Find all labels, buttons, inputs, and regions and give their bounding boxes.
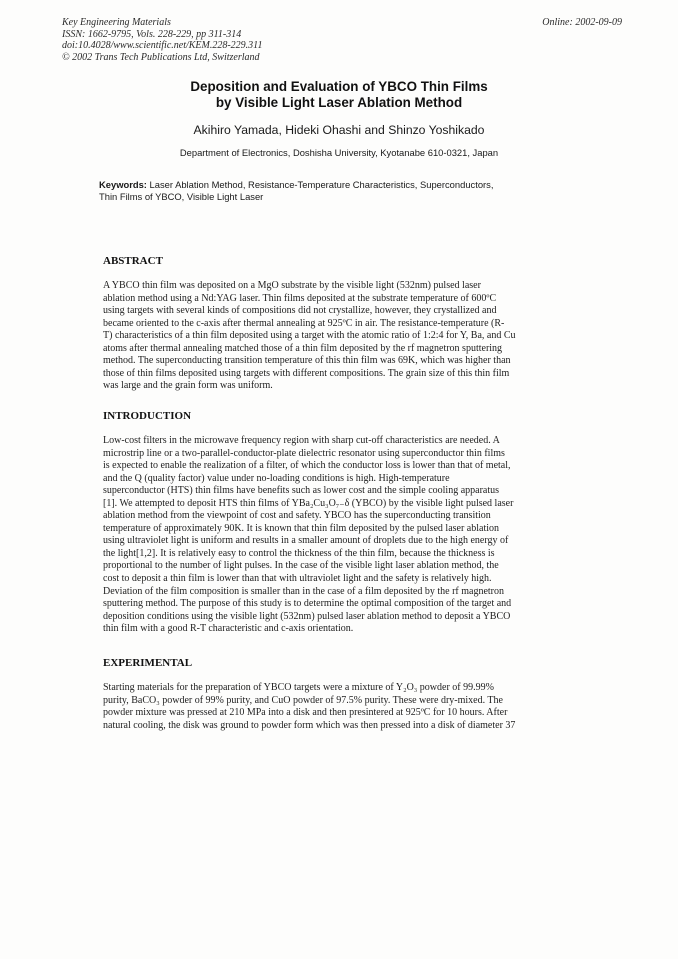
copyright-line: © 2002 Trans Tech Publications Ltd, Switzerland (62, 51, 260, 63)
intro-line: ablation method from the viewpoint of cost and safety. YBCO has the superconducting transition (103, 510, 491, 522)
experimental-heading: EXPERIMENTAL (103, 657, 193, 669)
issn-line: ISSN: 1662-9795, Vols. 228-229, pp 311-314 (62, 28, 242, 40)
abstract-line: T) characteristics of a thin film deposited using a target with the atomic ratio of 1:2:4 for Y, Ba, and Cu (103, 330, 516, 342)
experimental-line: natural cooling, the disk was ground to powder form which was then pressed into a disk of diameter 37 (103, 719, 516, 731)
abstract-line: those of thin films deposited using targets with different compositions. The grain size of this thin film (103, 367, 510, 379)
intro-line: thin film with a good R-T characteristic and c-axis orientation. (103, 623, 354, 635)
keywords-line-2: Thin Films of YBCO, Visible Light Laser (99, 191, 264, 202)
experimental-line: powder mixture was pressed at 210 MPa into a disk and then presintered at 925ºC for 10 hours. After (103, 707, 508, 719)
affiliation: Department of Electronics, Doshisha University, Kyotanabe 610-0321, Japan (179, 147, 499, 158)
intro-line: Deviation of the film composition is smaller than in the case of a film deposited by the rf magnetron (103, 585, 505, 597)
experimental-body (103, 682, 548, 732)
abstract-line: was large and the grain form was uniform. (103, 380, 273, 392)
intro-line: sputtering method. The purpose of this study is to determine the optimal composition of the target and (103, 598, 512, 610)
title-line-2: by Visible Light Laser Ablation Method (215, 94, 463, 110)
journal-name: Key Engineering Materials (62, 17, 171, 28)
intro-line: microstrip line or a two-parallel-conductor-plate dielectric resonator using superconductor thin films (103, 447, 505, 459)
abstract-line: became oriented to the c-axis after thermal annealing at 925ºC in air. The resistance-temperature (R- (103, 317, 505, 329)
journal-header (62, 17, 262, 63)
abstract-line: using targets with several kinds of compositions did not crystallize, however, they crystallized and (103, 305, 497, 317)
abstract-line: atoms after thermal annealing matched those of a thin film deposited by the rf magnetron sputtering (103, 342, 503, 354)
abstract-line: ablation method using a Nd:YAG laser. Thin films deposited at the substrate temperature of 600ºC (103, 292, 497, 304)
intro-line: temperature of approximately 90K. It is known that thin film deposited by the pulsed laser ablation (103, 522, 500, 534)
doi-link[interactable]: doi:10.4028/www.scientific.net/KEM.228-229.311 (62, 40, 263, 52)
abstract-line: A YBCO thin film was deposited on a MgO substrate by the visible light (532nm) pulsed laser (103, 280, 481, 291)
introduction-heading: INTRODUCTION (103, 410, 192, 422)
author-list: Akihiro Yamada, Hideki Ohashi and Shinzo Yoshikado (193, 123, 485, 137)
intro-line: superconductor (HTS) thin films have benefits such as lower cost and the simple cooling apparatus (103, 485, 500, 497)
online-date: Online: 2002-09-09 (542, 17, 622, 28)
intro-line: the light[1,2]. It is relatively easy to control the thickness of the thin film, because the thickness is (103, 547, 495, 559)
intro-line: proportional to the number of light pulses. In the case of the visible light laser ablation method, the (103, 560, 499, 572)
keywords-block (99, 179, 539, 203)
title-line-1: Deposition and Evaluation of YBCO Thin Films (190, 79, 488, 94)
keywords-line-1: Laser Ablation Method, Resistance-Temperature Characteristics, Superconductors, (149, 179, 494, 190)
intro-line: is expected to enable the realization of a filter, of which the conductor loss is lower than that of metal, (103, 460, 511, 472)
abstract-heading: ABSTRACT (103, 255, 163, 267)
abstract-body (103, 280, 548, 393)
intro-line: [1]. We attempted to deposit HTS thin films of YBa₂Cu₃O₇₋δ (YBCO) by the visible light pulsed laser (103, 497, 514, 509)
intro-line: and the Q (quality factor) value under no-loading conditions is high. High-temperature (103, 472, 450, 484)
experimental-line: purity, BaCO₃ powder of 99% purity, and CuO powder of 97.5% purity. These were dry-mixed. The (103, 694, 503, 706)
intro-line: using ultraviolet light is uniform and results in a smaller amount of droplets due to the high energy of (103, 535, 509, 547)
introduction-body (103, 435, 548, 636)
experimental-line: Starting materials for the preparation of YBCO targets were a mixture of Y₂O₃ powder of 99.99% (103, 682, 494, 693)
paper-title (0, 79, 678, 110)
intro-line: Low-cost filters in the microwave frequency region with sharp cut-off characteristics are needed. A (103, 435, 500, 446)
abstract-line: method. The superconducting transition temperature of this thin film was 69K, which was higher than (103, 355, 511, 367)
keywords-label: Keywords: (99, 179, 147, 190)
intro-line: deposition conditions using the visible light (532nm) pulsed laser ablation method to deposit a YBCO (103, 610, 511, 622)
intro-line: cost to deposit a thin film is lower than that with ultraviolet light and the safety is relatively high. (103, 573, 492, 585)
